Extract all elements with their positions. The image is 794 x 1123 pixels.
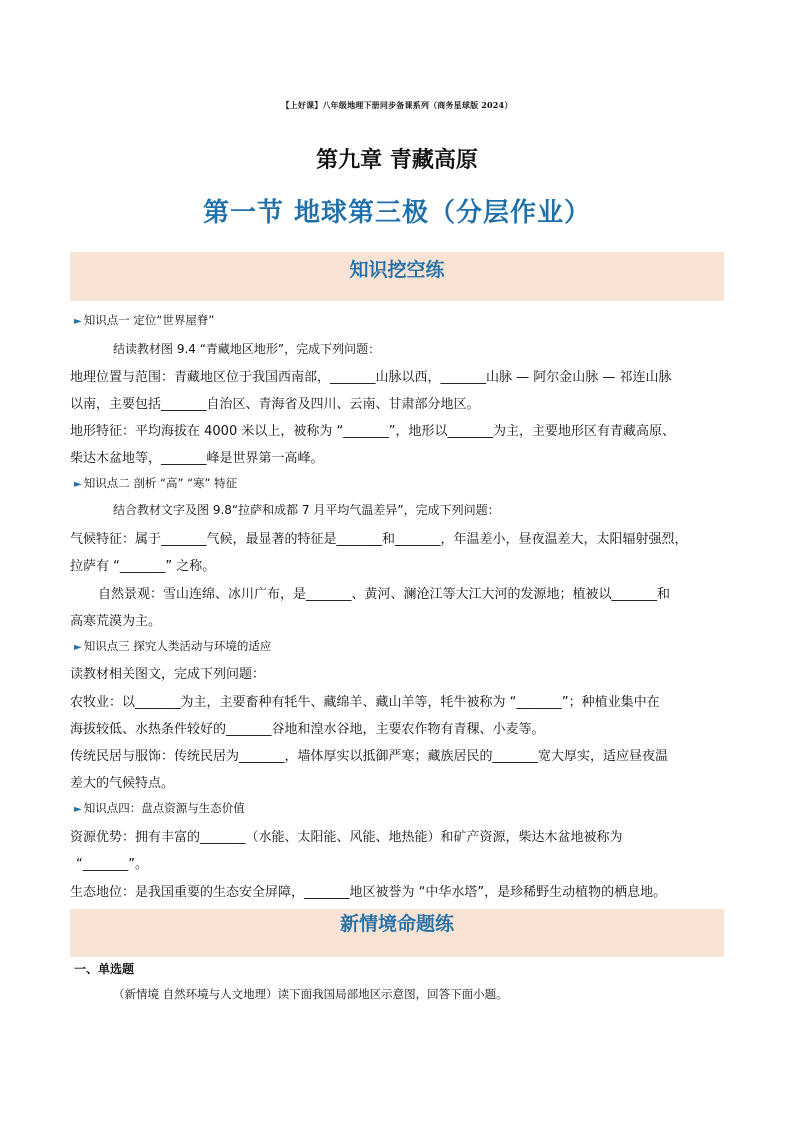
kp1-line-2: 地理位置与范围：青藏地区位于我国西南部，_______山脉以西，_______山脉 — 阿尔金山脉 — 祁连山脉 [70, 370, 672, 385]
knowledge-point-3-heading: ► 知识点三 探究人类活动与环境的适应 [74, 639, 272, 653]
kp2-line-4: 自然景观：雪山连绵、冰川广布，是_______、黄河、澜沧江等大江大河的发源地；植被以_______和 [98, 587, 671, 602]
knowledge-point-4-heading: ► 知识点四：盘点资源与生态价值 [74, 801, 245, 815]
question-section-heading: 一、单选题 [74, 962, 135, 976]
triangle-bullet-icon: ► [74, 479, 82, 490]
new-context-section-band [70, 909, 724, 957]
series-title: 【上好课】八年级地理下册同步备课系列（商务星球版 2024） [281, 100, 513, 110]
kp3-line-3: 海拔较低、水热条件较好的_______谷地和湟水谷地，主要农作物有青稞、小麦等。 [70, 722, 545, 737]
kp4-line-3: 生态地位：是我国重要的生态安全屏障，_______地区被誉为 “中华水塔”，是珍稀野生动植物的栖息地。 [70, 885, 667, 900]
kp3-line-5: 差大的气候特点。 [70, 776, 175, 791]
kp1-line-4: 地形特征：平均海拔在 4000 米以上，被称为 “_______”，地形以_______为主，主要地形区有青藏高原、 [70, 424, 675, 439]
section-title: 第一节 地球第三极（分层作业） [202, 198, 592, 228]
kp2-line-3: 拉萨有 “_______” 之称。 [70, 559, 216, 574]
knowledge-section-band [70, 252, 724, 301]
triangle-bullet-icon: ► [74, 642, 82, 653]
kp4-line-2: “_______”。 [76, 857, 148, 872]
knowledge-section-title: 知识挖空练 [349, 259, 445, 281]
triangle-bullet-icon: ► [74, 804, 82, 815]
chapter-title: 第九章 青藏高原 [316, 148, 478, 173]
question-intro: （新情境 自然环境与人文地理）读下面我国局部地区示意图，回答下面小题。 [113, 987, 508, 1001]
kp3-line-1: 读教材相关图文，完成下列问题： [70, 667, 266, 682]
kp1-line-3: 以南，主要包括_______自治区、青海省及四川、云南、甘肃部分地区。 [70, 397, 480, 412]
kp2-line-5: 高寒荒漠为主。 [70, 614, 162, 629]
kp1-line-1: 结读教材图 9.4 “青藏地区地形”，完成下列问题： [113, 342, 381, 356]
triangle-bullet-icon: ► [74, 316, 82, 327]
new-context-section-title: 新情境命题练 [339, 913, 454, 935]
kp1-line-5: 柴达木盆地等，_______峰是世界第一高峰。 [70, 451, 324, 466]
knowledge-point-1-heading: ► 知识点一 定位“世界屋脊” [74, 313, 215, 327]
kp2-line-2: 气候特征：属于_______气候，最显著的特征是_______和_______，年温差小，昼夜温差大，太阳辐射强烈， [70, 532, 688, 547]
kp4-line-1: 资源优势：拥有丰富的_______（水能、太阳能、风能、地热能）和矿产资源，柴达木盆地被称为 [70, 830, 623, 845]
kp2-line-1: 结合教材文字及图 9.8“拉萨和成都 7 月平均气温差异”，完成下列问题： [113, 503, 500, 517]
kp3-line-2: 农牧业：以_______为主，主要畜种有牦牛、藏绵羊、藏山羊等，牦牛被称为 “_______”；种植业集中在 [70, 695, 660, 710]
knowledge-point-2-heading: ► 知识点二 剖析 “高” “寒” 特征 [74, 476, 238, 490]
kp3-line-4: 传统民居与服饰：传统民居为_______，墙体厚实以抵御严寒；藏族居民的_______宽大厚实，适应昼夜温 [70, 749, 669, 764]
